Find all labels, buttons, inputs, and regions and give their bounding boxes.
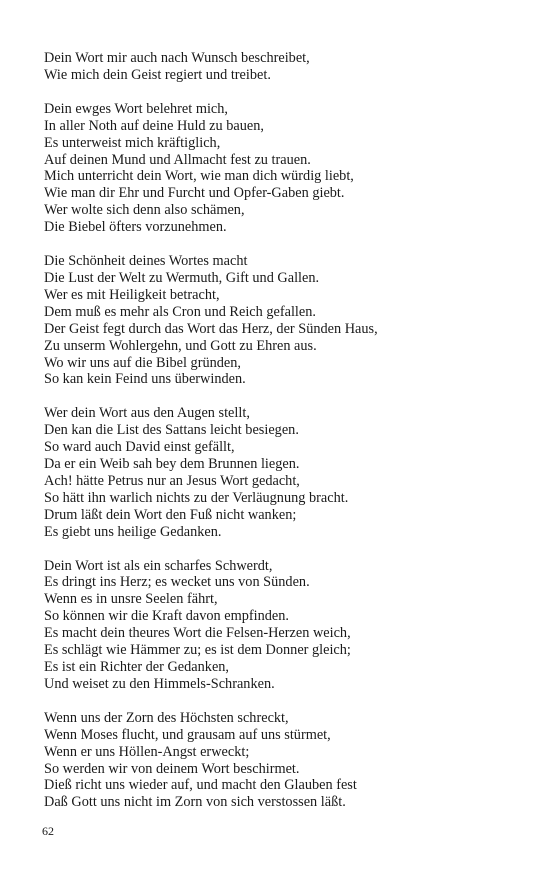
verse-line: Wie mich dein Geist regiert und treibet. — [44, 66, 271, 83]
verse-line: Es schlägt wie Hämmer zu; es ist dem Donner gleich; — [44, 642, 351, 659]
verse-line: Es unterweist mich kräftiglich, — [44, 134, 221, 151]
verse-line: Wenn er uns Höllen-Angst erweckt; — [44, 743, 250, 760]
verse-line: So werden wir von deinem Wort beschirmet. — [44, 760, 300, 777]
verse-line: Wenn uns der Zorn des Höchsten schreckt, — [44, 709, 289, 726]
verse-line: So hätt ihn warlich nichts zu der Verläugnung bracht. — [44, 489, 349, 506]
verse-line: Auf deinen Mund und Allmacht fest zu trauen. — [44, 151, 311, 168]
verse-line: In aller Noth auf deine Huld zu bauen, — [44, 117, 264, 134]
verse-line: Der Geist fegt durch das Wort das Herz, der Sünden Haus, — [44, 320, 378, 337]
verse-line: Dein Wort ist als ein scharfes Schwerdt, — [44, 557, 273, 574]
verse-line: Wo wir uns auf die Bibel gründen, — [44, 354, 241, 371]
stanza — [44, 558, 524, 693]
verse-line: Dem muß es mehr als Cron und Reich gefallen. — [44, 303, 316, 320]
verse-line: Da er ein Weib sah bey dem Brunnen liegen. — [44, 456, 300, 473]
verse-line: Daß Gott uns nicht im Zorn von sich verstossen läßt. — [44, 794, 346, 811]
verse-line: Wenn es in unsre Seelen fährt, — [44, 591, 218, 608]
verse-line: Wer es mit Heiligkeit betracht, — [44, 286, 220, 303]
verse-line: Wer dein Wort aus den Augen stellt, — [44, 405, 250, 422]
stanza — [44, 405, 524, 540]
stanza — [44, 253, 524, 388]
stanza — [44, 710, 524, 811]
verse-line: Und weiset zu den Himmels-Schranken. — [44, 675, 275, 692]
page-number: 62 — [42, 824, 54, 838]
verse-line: Es giebt uns heilige Gedanken. — [44, 523, 222, 540]
verse-line: Mich unterricht dein Wort, wie man dich würdig liebt, — [44, 168, 354, 185]
verse-line: Es dringt ins Herz; es wecket uns von Sünden. — [44, 574, 310, 591]
verse-line: Dieß richt uns wieder auf, und macht den Glauben fest — [44, 777, 357, 794]
verse-line: Die Biebel öfters vorzunehmen. — [44, 219, 227, 236]
verse-line: Die Schönheit deines Wortes macht — [44, 253, 248, 270]
poem-text — [44, 50, 524, 828]
verse-line: So kan kein Feind uns überwinden. — [44, 371, 246, 388]
verse-line: Wenn Moses flucht, und grausam auf uns stürmet, — [44, 726, 331, 743]
verse-line: Es macht dein theures Wort die Felsen-Herzen weich, — [44, 625, 351, 642]
verse-line: Ach! hätte Petrus nur an Jesus Wort gedacht, — [44, 472, 300, 489]
verse-line: Den kan die List des Sattans leicht besiegen. — [44, 422, 299, 439]
verse-line: Drum läßt dein Wort den Fuß nicht wanken; — [44, 506, 297, 523]
verse-line: Es ist ein Richter der Gedanken, — [44, 659, 230, 675]
stanza — [44, 101, 524, 236]
verse-line: So ward auch David einst gefällt, — [44, 439, 235, 456]
verse-line: Dein Wort mir auch nach Wunsch beschreibet, — [44, 50, 310, 66]
stanza — [44, 50, 524, 84]
verse-line: Wie man dir Ehr und Furcht und Opfer-Gaben giebt. — [44, 185, 345, 202]
verse-line: Dein ewges Wort belehret mich, — [44, 100, 228, 117]
verse-line: Zu unserm Wohlergehn, und Gott zu Ehren aus. — [44, 337, 317, 354]
verse-line: Die Lust der Welt zu Wermuth, Gift und Gallen. — [44, 269, 320, 286]
verse-line: Wer wolte sich denn also schämen, — [44, 202, 245, 219]
verse-line: So können wir die Kraft davon empfinden. — [44, 608, 289, 625]
